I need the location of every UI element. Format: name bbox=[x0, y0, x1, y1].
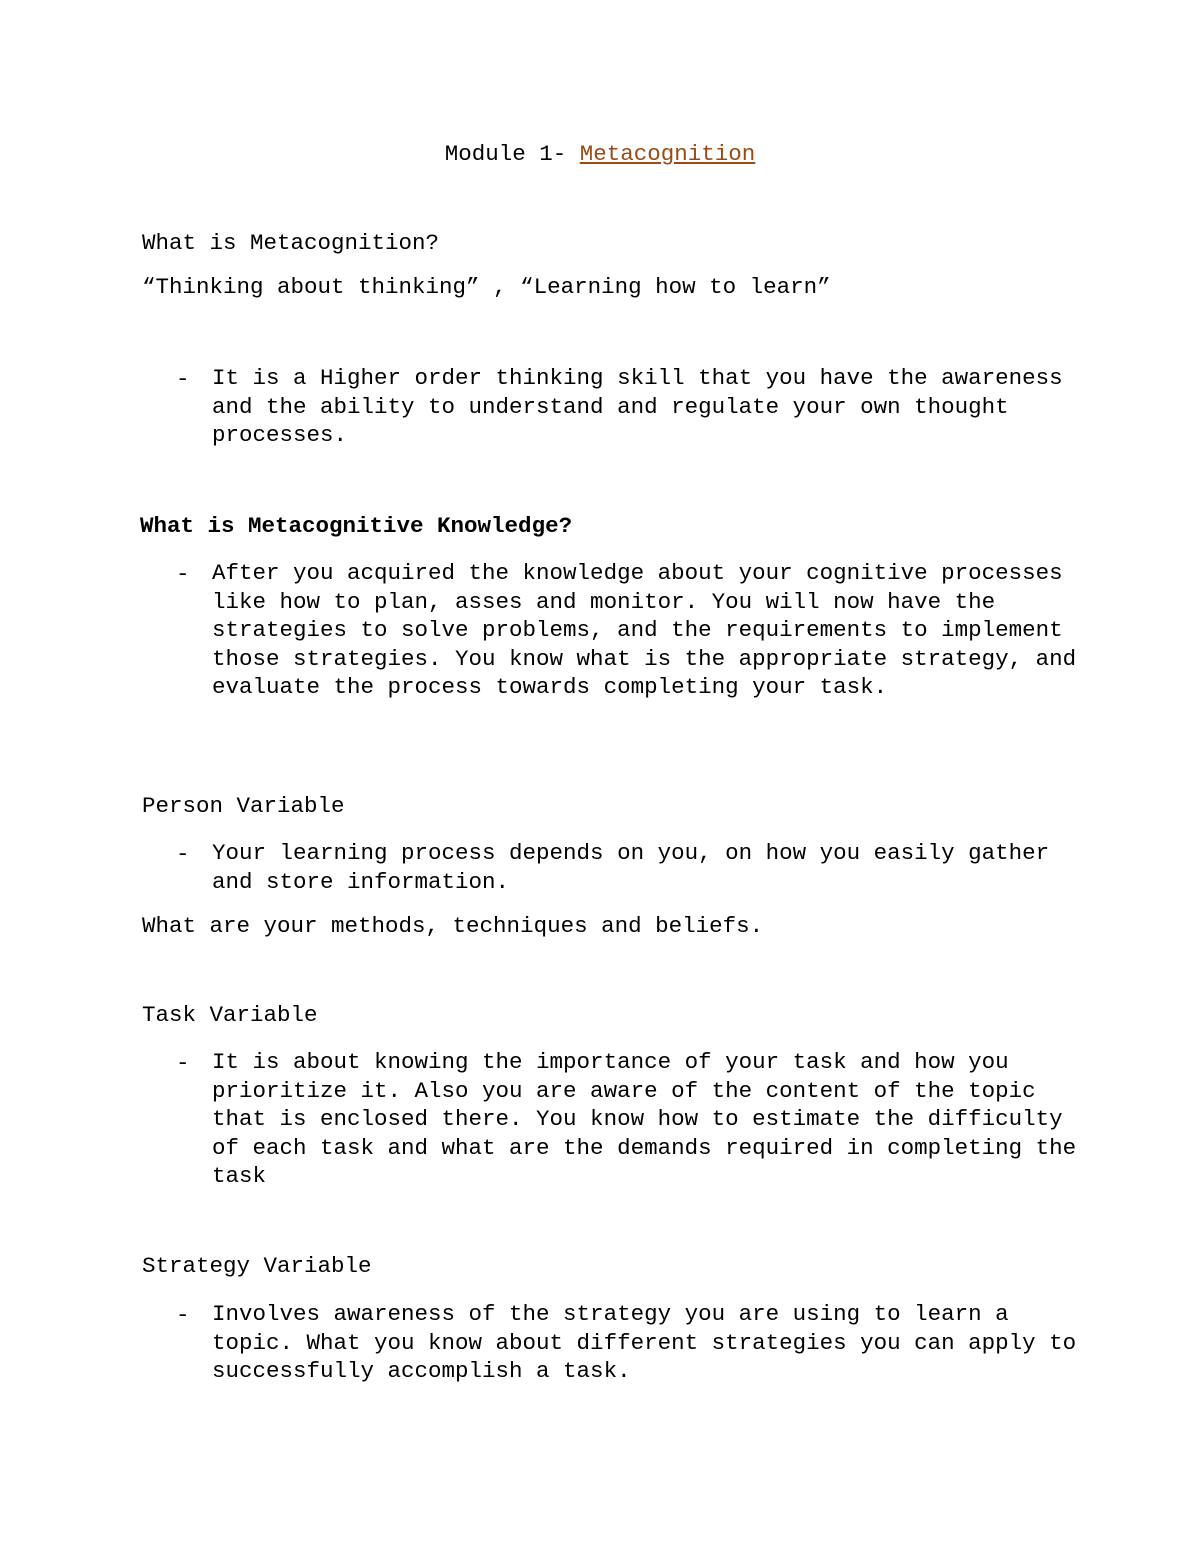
bullet-dash: - bbox=[176, 841, 190, 867]
bullet-knowledge: After you acquired the knowledge about your cognitive processes like how to plan, asses and monitor. You will now have the strategies to solve problems, and the requirements to implement those strategies. You know what is the appropriate strategy, and evaluate the process towards completing your task. bbox=[212, 560, 1077, 701]
heading-strategy-variable: Strategy Variable bbox=[142, 1253, 372, 1279]
bullet-dash: - bbox=[176, 1302, 190, 1328]
bullet-dash: - bbox=[176, 561, 190, 587]
quotes-line: “Thinking about thinking” , “Learning how to learn” bbox=[142, 274, 831, 300]
bullet-strategy: Involves awareness of the strategy you are using to learn a topic. What you know about different strategies you can apply to successfully accomplish a task. bbox=[212, 1301, 1077, 1385]
page-title bbox=[0, 140, 1200, 168]
bullet-dash: - bbox=[176, 366, 190, 392]
bullet-person: Your learning process depends on you, on how you easily gather and store information. bbox=[212, 840, 1050, 895]
heading-person-variable: Person Variable bbox=[142, 793, 345, 819]
heading-task-variable: Task Variable bbox=[142, 1002, 318, 1028]
section-question-metacognition: What is Metacognition? bbox=[142, 230, 440, 256]
title-link[interactable]: Metacognition bbox=[579, 141, 756, 167]
title-prefix: Module 1- bbox=[444, 141, 580, 167]
bullet-definition: It is a Higher order thinking skill that you have the awareness and the ability to understand and regulate your own thought processes. bbox=[212, 365, 1063, 449]
bullet-task: It is about knowing the importance of your task and how you prioritize it. Also you are aware of the content of the topic that is enclosed there. You know how to estimate the difficulty of each task and what are the demands required in completing the task bbox=[212, 1049, 1077, 1190]
person-methods-line: What are your methods, techniques and beliefs. bbox=[142, 913, 764, 939]
heading-metacognitive-knowledge: What is Metacognitive Knowledge? bbox=[140, 513, 573, 539]
bullet-dash: - bbox=[176, 1050, 190, 1076]
